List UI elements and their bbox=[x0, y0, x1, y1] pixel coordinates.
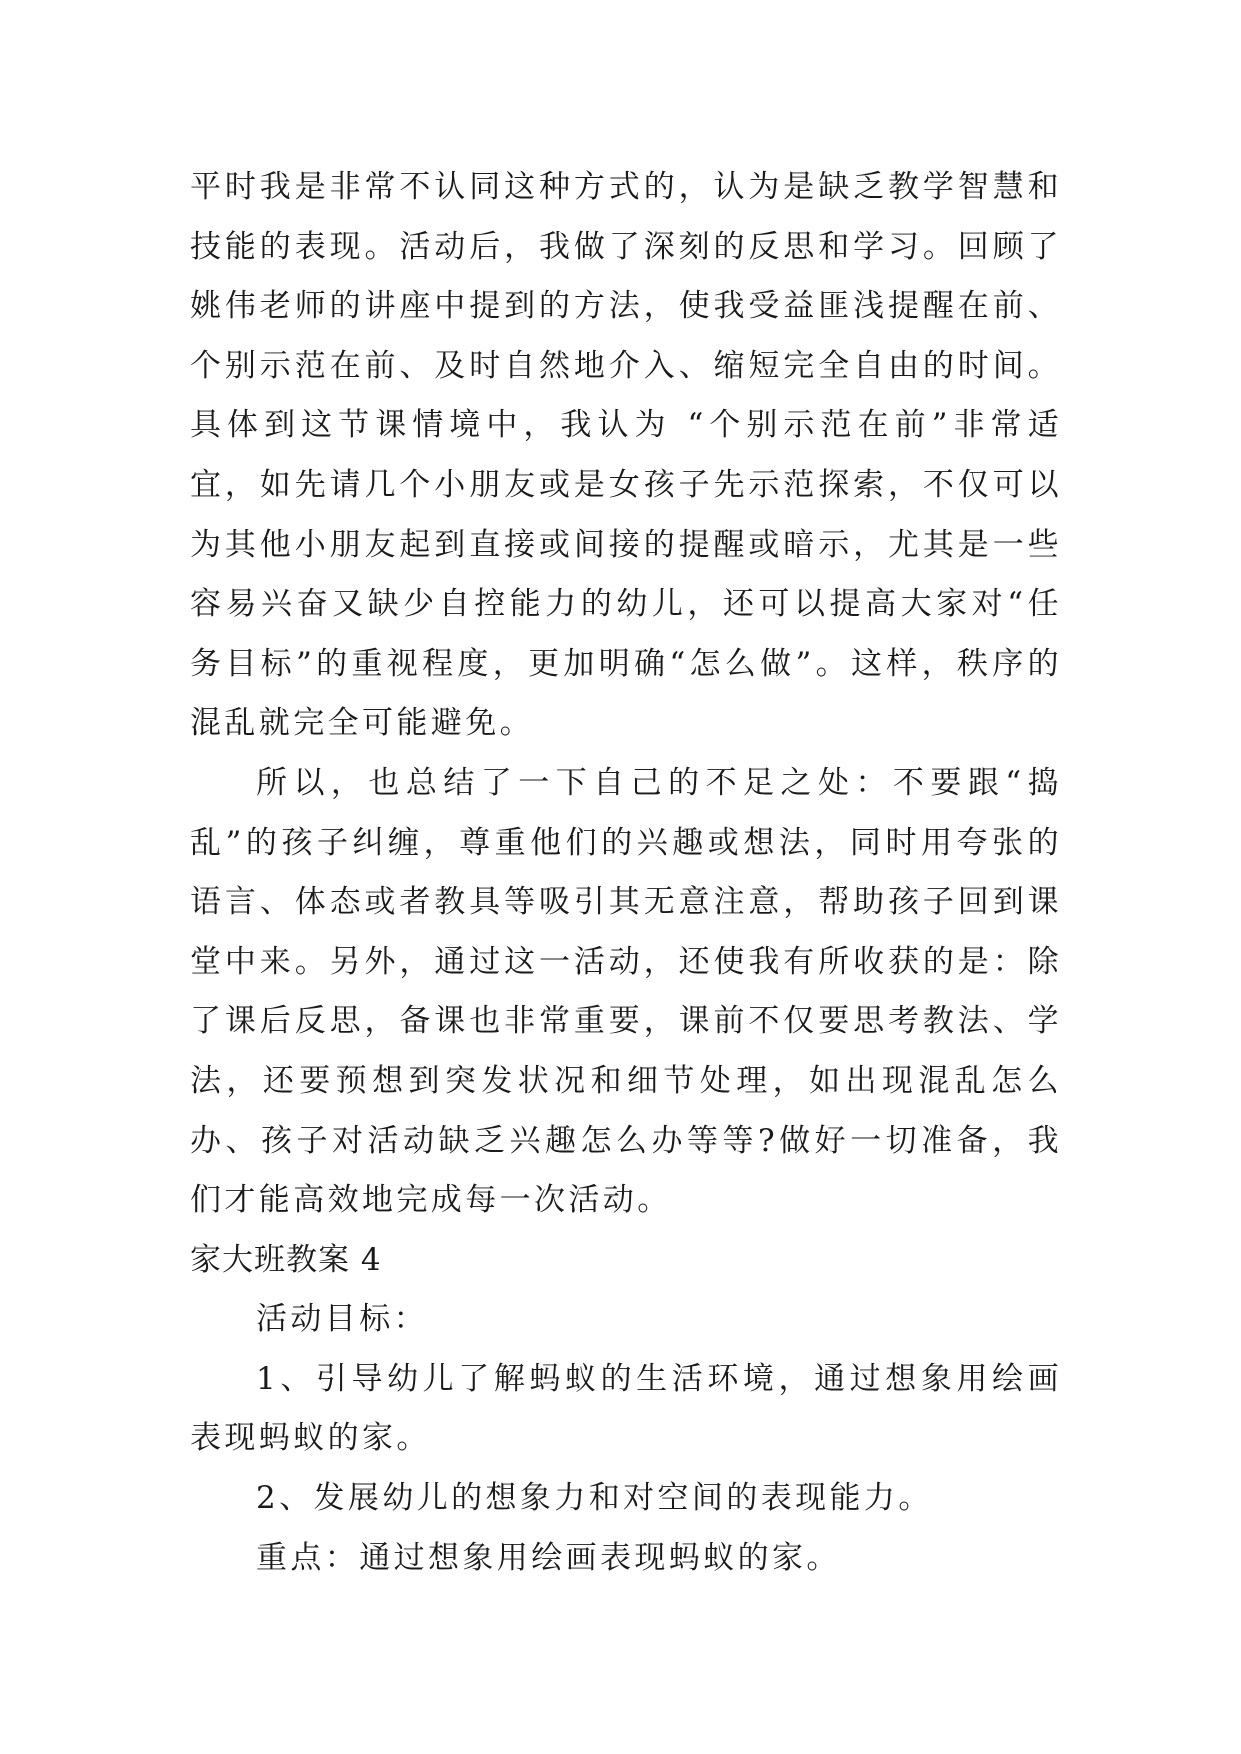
goal-item-2: 2、发展幼儿的想象力和对空间的表现能力。 bbox=[256, 1480, 933, 1517]
paragraph-summary: 所以，也总结了一下自己的不足之处：不要跟“捣乱”的孩子纠缠，尊重他们的兴趣或想法，同时用夸张的语言、体态或者教具等吸引其无意注意，帮助孩子回到课堂中来。另外，通过这一活动，还使我有所收获的是：除了课后反思，备课也非常重要，课前不仅要思考教法、学法，还要预想到突发状况和细节处理，如出现混乱怎么办、孩子对活动缺乏兴趣怎么办等等?做好一切准备，我们才能高效地完成每一次活动。 bbox=[190, 764, 1062, 1219]
document-body bbox=[190, 158, 1062, 1588]
section-title: 家大班教案 4 bbox=[190, 1241, 382, 1278]
paragraph-reflection: 平时我是非常不认同这种方式的，认为是缺乏教学智慧和技能的表现。活动后，我做了深刻的反思和学习。回顾了姚伟老师的讲座中提到的方法，使我受益匪浅提醒在前、个别示范在前、及时自然地介入、缩短完全自由的时间。具体到这节课情境中，我认为 “个别示范在前”非常适宜，如先请几个小朋友或是女孩子先示范探索，不仅可以为其他小朋友起到直接或间接的提醒或暗示，尤其是一些容易兴奋又缺少自控能力的幼儿，还可以提高大家对“任务目标”的重视程度，更加明确“怎么做”。这样，秩序的混乱就完全可能避免。 bbox=[190, 169, 1062, 742]
goal-item-1: 1、引导幼儿了解蚂蚁的生活环境，通过想象用绘画表现蚂蚁的家。 bbox=[190, 1360, 1062, 1457]
key-point: 重点：通过想象用绘画表现蚂蚁的家。 bbox=[256, 1539, 841, 1576]
activity-goals-label: 活动目标： bbox=[256, 1301, 428, 1338]
